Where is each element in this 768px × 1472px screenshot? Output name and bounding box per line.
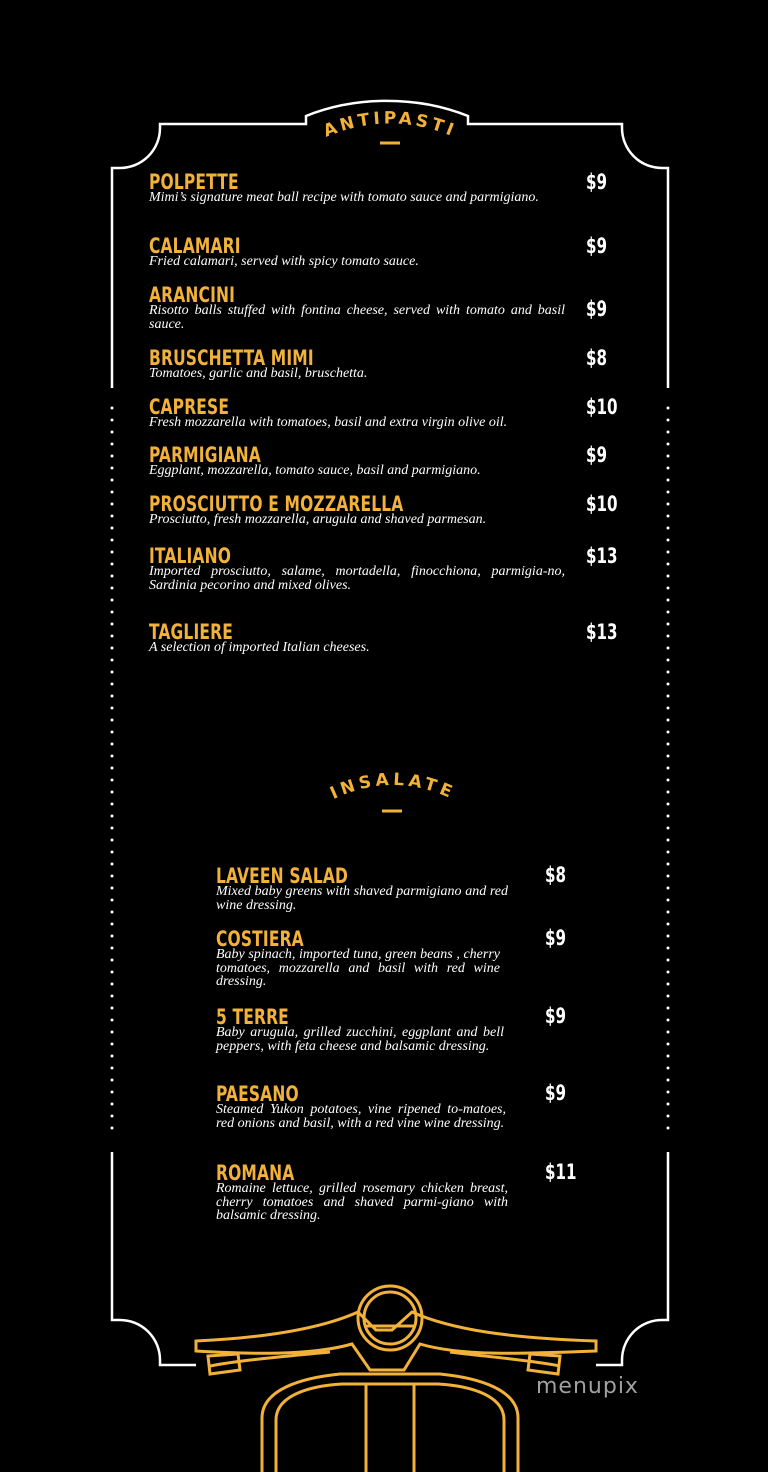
item-name: 5 TERRE — [216, 1005, 289, 1029]
item-price: $8 — [586, 346, 608, 370]
menu-item-laveen-salad — [216, 865, 508, 912]
item-name: LAVEEN SALAD — [216, 864, 349, 888]
item-price: $9 — [586, 234, 608, 258]
item-description: Fried calamari, served with spicy tomato sauce. — [149, 254, 419, 269]
item-price: $9 — [586, 297, 608, 321]
item-description: Mixed baby greens with shaved parmigiano and red wine dressing. — [216, 884, 508, 913]
item-name: ITALIANO — [149, 544, 232, 568]
item-description: Baby arugula, grilled zucchini, eggplant and bell peppers, with feta cheese and balsamic dressing. — [216, 1025, 504, 1054]
item-description: Prosciutto, fresh mozzarella, arugula and shaved parmesan. — [149, 512, 487, 527]
item-price: $9 — [545, 1081, 567, 1105]
insalate-title: INSALATE — [327, 769, 459, 804]
menu-item-costiera — [216, 928, 500, 989]
item-name: PARMIGIANA — [149, 443, 261, 467]
item-price: $11 — [545, 1160, 577, 1184]
item-description: Mimi’s signature meat ball recipe with tomato sauce and parmigiano. — [149, 190, 539, 205]
item-price: $13 — [586, 544, 618, 568]
menu-item-polpette — [149, 171, 567, 205]
item-name: PROSCIUTTO E MOZZARELLA — [149, 492, 404, 516]
menu-item-tagliere — [149, 621, 567, 655]
item-name: BRUSCHETTA MIMI — [149, 346, 314, 370]
item-name: CAPRESE — [149, 395, 230, 419]
item-name: PAESANO — [216, 1082, 299, 1106]
menu-item-prosciutto-e-mozzarella — [149, 493, 567, 527]
item-price: $10 — [586, 492, 618, 516]
item-name: ARANCINI — [149, 283, 236, 307]
menu-item-5-terre — [216, 1006, 504, 1053]
item-description: Imported prosciutto, salame, mortadella, finocchiona, parmigia-no, Sardinia pecorino and mixed olives. — [149, 564, 565, 593]
item-name: COSTIERA — [216, 927, 304, 951]
watermark: menupix — [536, 1374, 639, 1399]
menu-item-romana — [216, 1162, 508, 1223]
menu-item-arancini — [149, 284, 565, 331]
menu-item-parmigiana — [149, 444, 567, 478]
item-description: Eggplant, mozzarella, tomato sauce, basil and parmigiano. — [149, 463, 481, 478]
item-price: $9 — [545, 926, 567, 950]
item-description: Baby spinach, imported tuna, green beans , cherry tomatoes, mozzarella and basil with red wine dressing. — [216, 947, 500, 989]
item-price: $9 — [586, 443, 608, 467]
item-price: $13 — [586, 620, 618, 644]
item-name: ROMANA — [216, 1161, 295, 1185]
item-description: Steamed Yukon potatoes, vine ripened to-matoes, red onions and basil, with a red vine wine dressing. — [216, 1102, 506, 1131]
item-description: Tomatoes, garlic and basil, bruschetta. — [149, 366, 368, 381]
menu-item-italiano — [149, 545, 565, 592]
menu-item-calamari — [149, 235, 567, 269]
item-price: $9 — [545, 1004, 567, 1028]
item-name: CALAMARI — [149, 234, 241, 258]
item-price: $8 — [545, 863, 567, 887]
item-description: A selection of imported Italian cheeses. — [149, 640, 370, 655]
menu-item-bruschetta-mimi — [149, 347, 567, 381]
antipasti-title: ANTIPASTI — [320, 108, 460, 142]
menu-item-paesano — [216, 1083, 506, 1130]
item-price: $10 — [586, 395, 618, 419]
item-description: Fresh mozzarella with tomatoes, basil and extra virgin olive oil. — [149, 415, 508, 430]
item-description: Romaine lettuce, grilled rosemary chicken breast, cherry tomatoes and shaved parmi-giano with balsamic dressing. — [216, 1181, 508, 1223]
item-name: POLPETTE — [149, 170, 239, 194]
item-price: $9 — [586, 170, 608, 194]
item-name: TAGLIERE — [149, 620, 233, 644]
item-description: Risotto balls stuffed with fontina cheese, served with tomato and basil sauce. — [149, 303, 565, 332]
menu-item-caprese — [149, 396, 567, 430]
